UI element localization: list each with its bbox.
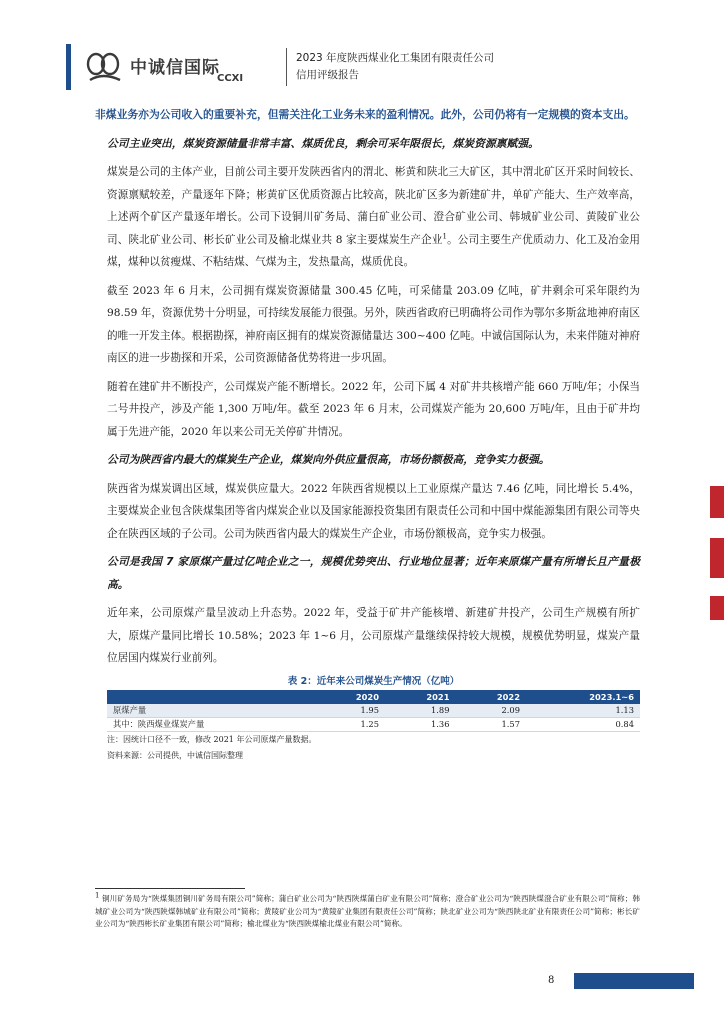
section-heading-output: 公司是我国 7 家原煤产量过亿吨企业之一，规模优势突出、行业地位显著；近年来原煤产量有所增长且产量极高。	[107, 555, 640, 591]
logo-text-en: CCXI	[217, 73, 244, 84]
paragraph-reserves: 截至 2023 年 6 月末，公司拥有煤炭资源储量 300.45 亿吨，可采储量 203.09 亿吨，矿井剩余可采年限约为 98.59 年，资源优势十分明显，可持续发展能力很强。另外，陕西省政府已明确将公司作为鄂尔多斯盆地神府南区的唯一开发主体。根据勘探，神府南区拥有的煤炭资源储量达 300~400 亿吨。中诚信国际认为，未来伴随对神府南区的进一步勘探和开采，公司资源储备优势将进一步巩固。	[107, 284, 640, 364]
report-header	[66, 44, 686, 90]
table-row	[107, 717, 640, 731]
paragraph-output: 近年来，公司原煤产量呈波动上升态势。2022 年，受益于矿井产能核增、新建矿井投产，公司生产规模有所扩大，原煤产量同比增长 10.58%；2023 年 1~6 月，公司原煤产量继续保持较大规模，规模优势明显，煤炭产量位居国内煤炭行业前列。	[107, 607, 640, 664]
footnote-mark: 1	[95, 891, 100, 900]
table-note: 注：因统计口径不一致，修改 2021 年公司原煤产量数据。	[107, 734, 317, 744]
page-number: 8	[548, 975, 555, 986]
table-header-cell: 2021	[385, 690, 456, 704]
side-seal-mark	[710, 596, 724, 620]
paragraph-coal-business-tail: 。公司主要生产优质动力、化工及冶金用煤，煤种以贫瘦煤、不粘结煤、气煤为主，发热量高，煤质优良。	[107, 233, 640, 268]
table-header-row	[107, 690, 640, 704]
table-header-cell: 2022	[455, 690, 526, 704]
table-header-cell: 2023.1~6	[526, 690, 640, 704]
table-cell: 1.25	[314, 717, 385, 731]
table-cell: 1.13	[526, 704, 640, 718]
section-heading-market: 公司为陕西省内最大的煤炭生产企业，煤炭向外供应量很高，市场份额极高，竞争实力极强。	[107, 453, 550, 466]
ccxi-logo-icon	[86, 50, 126, 86]
ccxi-logo	[86, 50, 276, 86]
footnote	[95, 893, 640, 931]
table-cell: 1.89	[385, 704, 456, 718]
report-title-line2: 信用评级报告	[296, 69, 359, 81]
lead-paragraph: 非煤业务亦为公司收入的重要补充，但需关注化工业务未来的盈利情况。此外，公司仍将有一定规模的资本支出。	[95, 108, 635, 121]
table-cell: 1.95	[314, 704, 385, 718]
coal-production-table	[107, 690, 640, 732]
side-seal-mark	[710, 538, 724, 578]
paragraph-coal-business-text: 煤炭是公司的主体产业，目前公司主要开发陕西省内的渭北、彬黄和陕北三大矿区，其中渭北矿区开采时间较长、资源禀赋较差，产量逐年下降；彬黄矿区优质资源占比较高，陕北矿区多为新建矿井，单矿产能大、生产效率高，上述两个矿区产量逐年增长。公司下设铜川矿务局、蒲白矿业公司、澄合矿业公司、韩城矿业公司、黄陵矿业公司、陕北矿业公司、彬长矿业公司及榆北煤业共 8 家主要煤炭生产企业	[107, 166, 640, 246]
report-title-line1: 2023 年度陕西煤业化工集团有限责任公司	[296, 52, 495, 64]
table-header-cell: 2020	[314, 690, 385, 704]
footnote-text: 铜川矿务局为“陕煤集团铜川矿务局有限公司”简称；蒲白矿业公司为“陕西陕煤蒲白矿业有限公司”简称；澄合矿业公司为“陕西陕煤澄合矿业有限公司”简称；韩城矿业公司为“陕西陕煤韩城矿业有限公司”简称；黄陵矿业公司为“黄陵矿业集团有限责任公司”简称；陕北矿业公司为“陕西陕北矿业有限责任公司”简称；彬长矿业公司为“陕西彬长矿业集团有限公司”简称；榆北煤业为“陕西陕煤榆北煤业有限公司”简称。	[95, 894, 640, 928]
table-cell: 2.09	[455, 704, 526, 718]
table-cell: 1.57	[455, 717, 526, 731]
paragraph-market: 陕西省为煤炭调出区域，煤炭供应量大。2022 年陕西省规模以上工业原煤产量达 7.46 亿吨，同比增长 5.4%，主要煤炭企业包含陕煤集团等省内煤炭企业以及国家能源投资集团有限责任公司和中国中煤能源集团有限公司等央企在陕西区域的子公司。公司为陕西省内最大的煤炭生产企业，市场份额极高，竞争实力极强。	[107, 482, 640, 540]
table-source: 资料来源：公司提供，中诚信国际整理	[107, 750, 243, 760]
table-title: 表 2：近年来公司煤炭生产情况（亿吨）	[287, 675, 460, 687]
header-accent-bar	[66, 44, 71, 90]
report-title	[296, 50, 494, 84]
section-heading-resources: 公司主业突出，煤炭资源储量非常丰富、煤质优良，剩余可采年限很长，煤炭资源禀赋强。	[107, 136, 539, 150]
page-footer-bar	[574, 973, 694, 989]
table-cell: 原煤产量	[107, 704, 314, 718]
table-cell: 其中：陕西煤业煤炭产量	[107, 717, 314, 731]
table-header-cell	[107, 690, 314, 704]
table-cell: 1.36	[385, 717, 456, 731]
footnote-divider	[95, 888, 245, 889]
paragraph-coal-business	[107, 161, 640, 274]
side-seal-mark	[710, 486, 724, 518]
footnote-ref[interactable]: 1	[442, 231, 447, 240]
logo-text-cn: 中诚信国际	[130, 58, 220, 78]
table-row	[107, 704, 640, 718]
report-body	[95, 104, 640, 764]
paragraph-capacity: 随着在建矿井不断投产，公司煤炭产能不断增长。2022 年，公司下属 4 对矿井共核增产能 660 万吨/年；小保当二号井投产，涉及产能 1,300 万吨/年。截至 2023 年 6 月末，公司煤炭产能为 20,600 万吨/年，且由于矿井均属于先进产能，2020 年以来公司无关停矿井情况。	[107, 380, 640, 438]
header-divider	[286, 48, 287, 86]
table-cell: 0.84	[526, 717, 640, 731]
